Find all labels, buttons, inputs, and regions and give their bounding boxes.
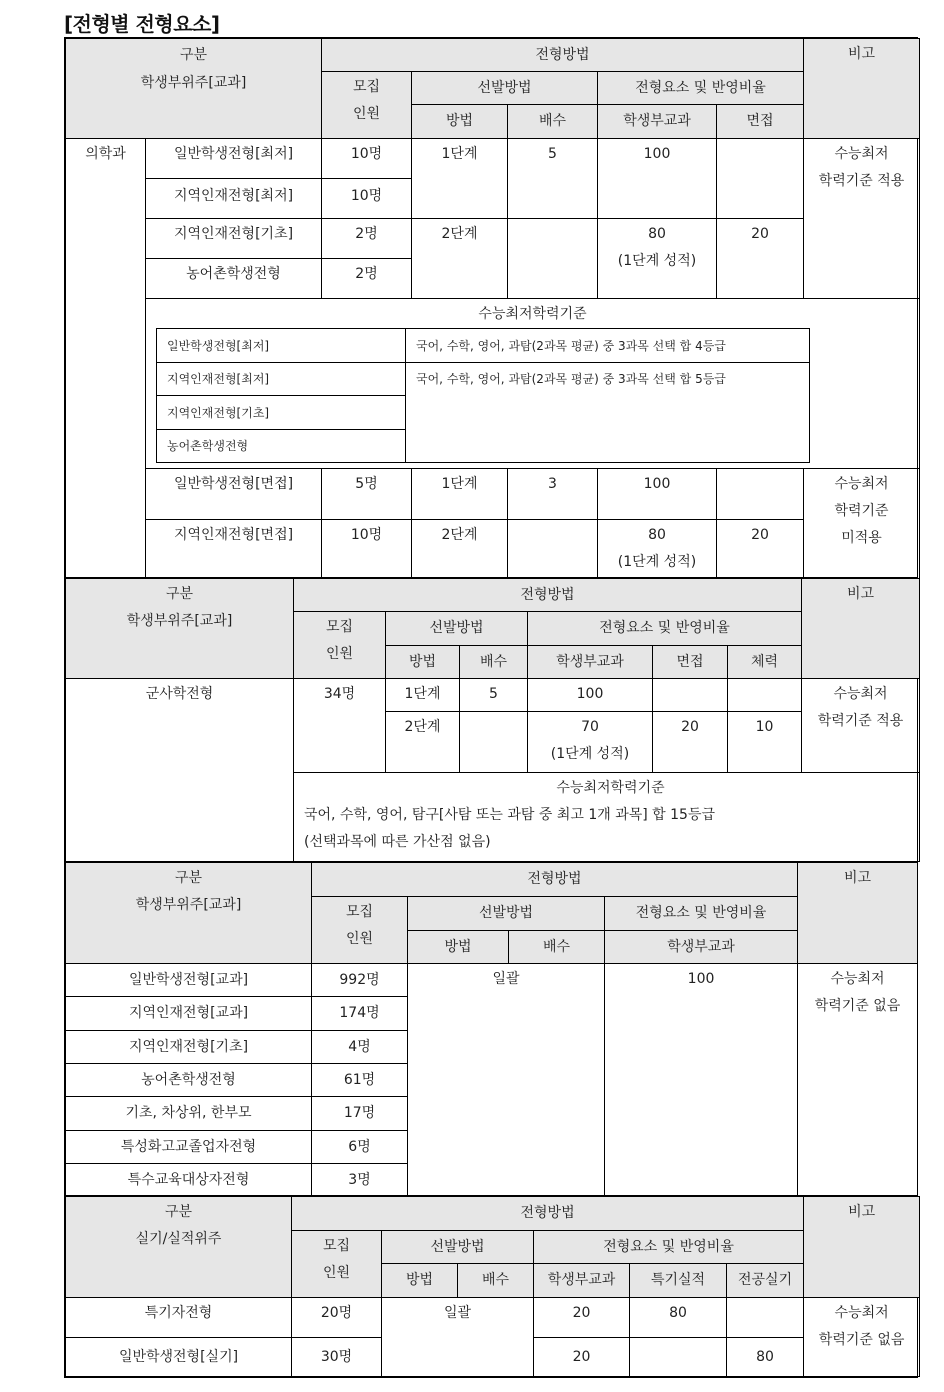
row-name: 특성화고교졸업자전형 bbox=[66, 1131, 312, 1164]
remark-cell: 수능최저 학력기준 미적용 bbox=[804, 469, 920, 580]
header-gubun: 구분 학생부위주[교과] bbox=[66, 579, 294, 679]
remark-cell: 수능최저 학력기준 적용 bbox=[804, 139, 920, 299]
row-count: 10명 bbox=[322, 139, 412, 179]
table-general: 구분 학생부위주[교과] 전형방법 비고 모집 인원 선발방법 전형요소 및 반영비율 방법 배수 학생부교과 일반학생전형[교과] 992명 일괄 100 수능최저 학력기준 없음 지역인재전형[교과] 174명 지역인재전형[기초] 4명 농어촌학생전형 61명 기초, 차상위, 한부모 17명 특성화고교졸업자전형 6명 특수교육대상자전형 3명 bbox=[64, 861, 918, 1198]
header-elements: 전형요소 및 반영비율 bbox=[598, 72, 804, 105]
row-count: 2명 bbox=[322, 219, 412, 259]
row-name: 일반학생전형[최저] bbox=[146, 139, 322, 179]
row-count: 4명 bbox=[312, 1031, 408, 1064]
row-count: 174명 bbox=[312, 997, 408, 1031]
page-title: [전형별 전형요소] bbox=[64, 12, 220, 36]
table-military: 구분 학생부위주[교과] 전형방법 비고 모집 인원 선발방법 전형요소 및 반영비율 방법 배수 학생부교과 면접 체력 군사학전형 34명 1단계 5 100 수능최저 학력기준 적용 2단계 70 (1단계 성적) 20 10 수능최저학력기준 국어, 수학, 영어, 탐구[사탐 또는 과탐 중 최고 1개 과목] 합 15등급 (선택과목에 따른 가산점 없음) bbox=[64, 577, 918, 863]
row-count: 6명 bbox=[312, 1131, 408, 1164]
header-multiple: 배수 bbox=[508, 105, 598, 139]
row-name: 농어촌학생전형 bbox=[146, 259, 322, 299]
header-gubun: 구분 학생부위주[교과] bbox=[66, 863, 312, 964]
min-criteria-section: 수능최저학력기준 일반학생전형[최저] 국어, 수학, 영어, 과탐(2과목 평균) 중 3과목 선택 합 4등급 지역인재전형[최저] 국어, 수학, 영어, 과탐(2과목 평균) 중 3과목 선택 합 5등급 지역인재전형[기초] 농어촌학생전형 bbox=[146, 299, 920, 469]
row-name: 지역인재전형[교과] bbox=[66, 997, 312, 1031]
row-name: 특기자전형 bbox=[66, 1298, 292, 1338]
header-gubun: 구분 학생부위주[교과] bbox=[66, 39, 322, 139]
header-how: 방법 bbox=[412, 105, 508, 139]
row-name: 지역인재전형[기초] bbox=[66, 1031, 312, 1064]
min-criteria-section: 수능최저학력기준 국어, 수학, 영어, 탐구[사탐 또는 과탐 중 최고 1개 과목] 합 15등급 (선택과목에 따른 가산점 없음) bbox=[294, 773, 920, 862]
row-count: 20명 bbox=[292, 1298, 382, 1338]
row-count: 61명 bbox=[312, 1064, 408, 1097]
min-criteria-table: 일반학생전형[최저] 국어, 수학, 영어, 과탐(2과목 평균) 중 3과목 선택 합 4등급 지역인재전형[최저] 국어, 수학, 영어, 과탐(2과목 평균) 중 3과목 선택 합 5등급 지역인재전형[기초] 농어촌학생전형 bbox=[156, 328, 810, 463]
header-gubun: 구분 실기/실적위주 bbox=[66, 1197, 292, 1298]
row-name: 지역인재전형[기초] bbox=[146, 219, 322, 259]
row-name: 기초, 차상위, 한부모 bbox=[66, 1097, 312, 1131]
row-name: 지역인재전형[최저] bbox=[146, 179, 322, 219]
table-practical: 구분 실기/실적위주 전형방법 비고 모집 인원 선발방법 전형요소 및 반영비율 방법 배수 학생부교과 특기실적 전공실기 특기자전형 20명 일괄 20 80 수능최저 학력기준 없음 일반학생전형[실기] 30명 20 80 bbox=[64, 1195, 918, 1378]
row-count: 2명 bbox=[322, 259, 412, 299]
row-count: 992명 bbox=[312, 964, 408, 997]
header-record: 학생부교과 bbox=[598, 105, 717, 139]
row-name: 특수교육대상자전형 bbox=[66, 1164, 312, 1197]
row-count: 10명 bbox=[322, 179, 412, 219]
remark-cell: 수능최저 학력기준 없음 bbox=[804, 1298, 920, 1377]
table-medical: 구분 학생부위주[교과] 전형방법 비고 모집 인원 선발방법 전형요소 및 반영비율 방법 배수 학생부교과 면접 의학과 일반학생전형[최저] 10명 1단계 5 100 수능최저 학력기준 적용 지역인재전형[최저] 10명 지역인재전형[기초] 2명 2단계 80 (1단계 성적) 20 농어촌학생전형 2명 수능최저학력기준 일반학생전형[최저] 국어, 수학, 영어, 과탐(2과목 평균) 중 3과목 선택 합 4등급 지역인재전형[최저] 국어, 수학, 영어, 과탐(2과목 평균) 중 3과목 선택 합 5등급 지역인재전형[기초] 농어촌학생전형 일반학생전형[면접] 5명 1단계 3 100 수능최저 학력기준 미적용 지역인재전형[면접] 10명 2단계 80 (1단계 성적) 20 bbox=[64, 37, 918, 581]
row-name: 군사학전형 bbox=[66, 679, 294, 862]
row-count: 3명 bbox=[312, 1164, 408, 1197]
dept-cell: 의학과 bbox=[66, 139, 146, 580]
row-name: 농어촌학생전형 bbox=[66, 1064, 312, 1097]
remark-cell: 수능최저 학력기준 적용 bbox=[802, 679, 920, 773]
row-name: 일반학생전형[교과] bbox=[66, 964, 312, 997]
remark-cell: 수능최저 학력기준 없음 bbox=[798, 964, 918, 1197]
header-interview: 면접 bbox=[717, 105, 804, 139]
header-method: 전형방법 bbox=[322, 39, 804, 72]
header-selection: 선발방법 bbox=[412, 72, 598, 105]
header-remark: 비고 bbox=[804, 39, 920, 139]
header-recruit: 모집 인원 bbox=[322, 72, 412, 139]
row-count: 34명 bbox=[294, 679, 386, 773]
row-count: 17명 bbox=[312, 1097, 408, 1131]
row-name: 일반학생전형[실기] bbox=[66, 1338, 292, 1377]
row-count: 30명 bbox=[292, 1338, 382, 1377]
